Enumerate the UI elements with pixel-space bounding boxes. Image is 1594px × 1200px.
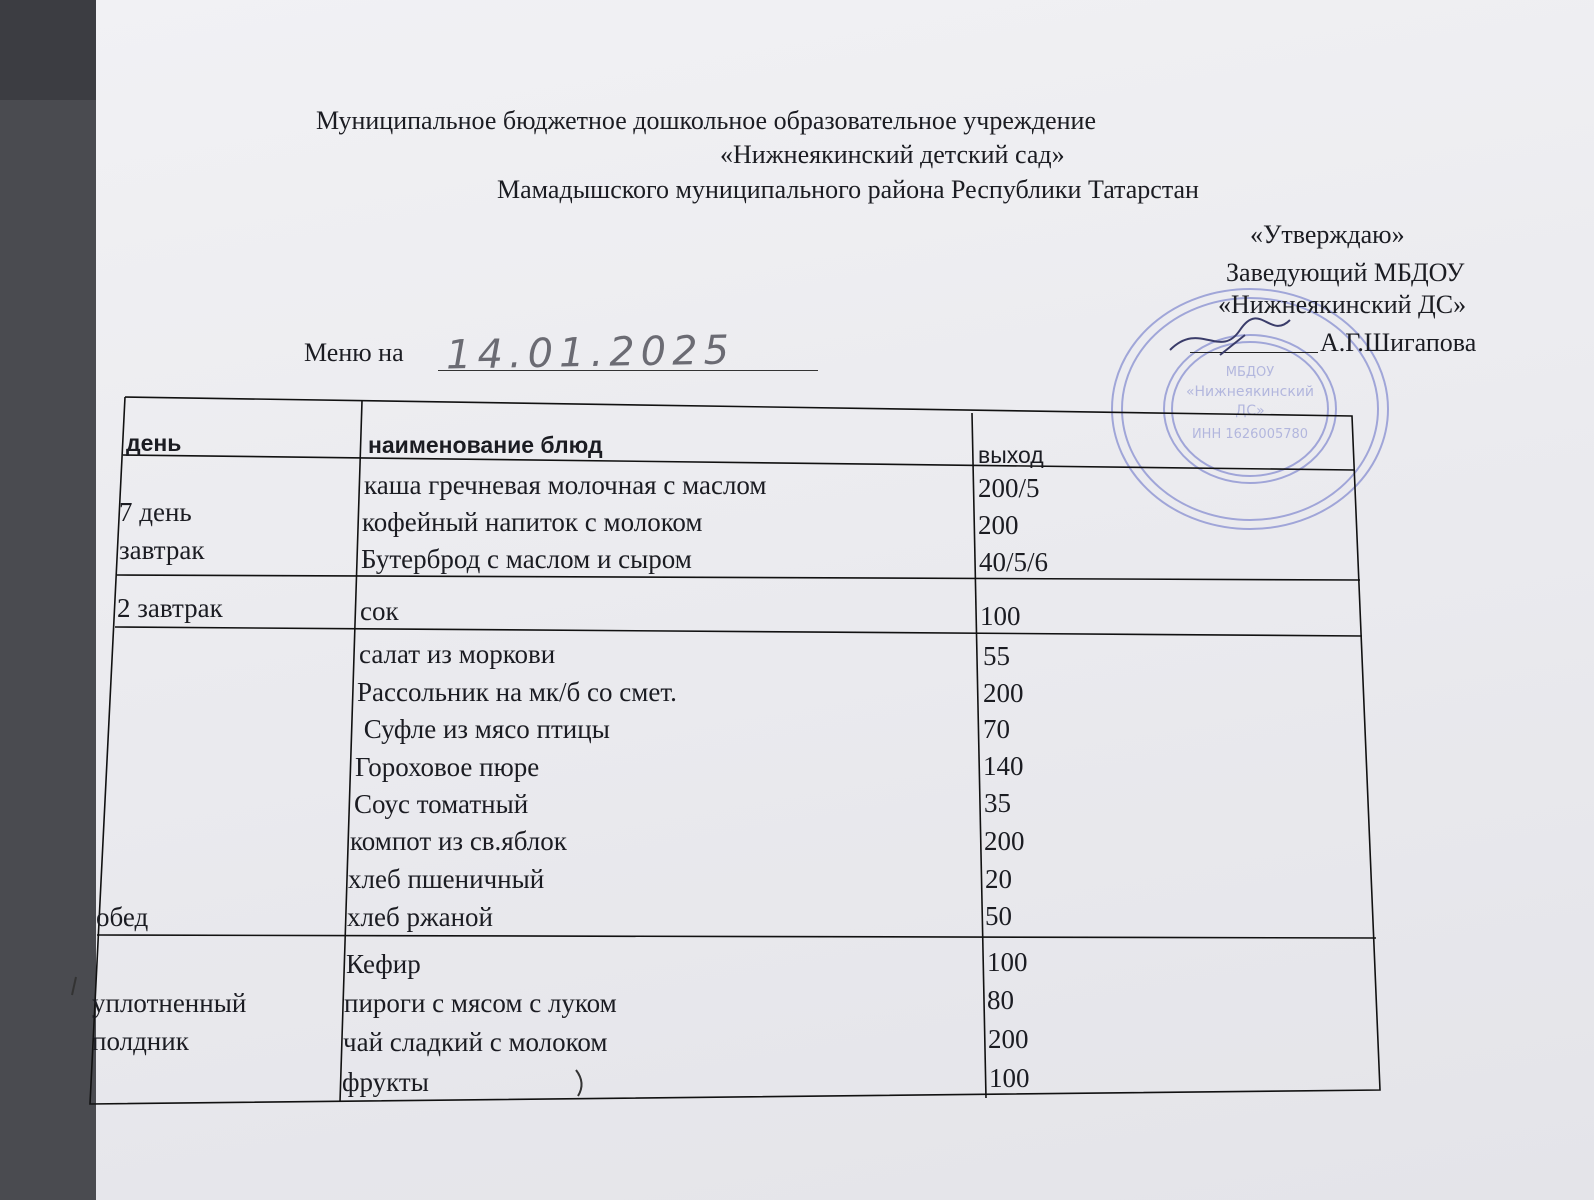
dish-name: фрукты [342,1067,429,1097]
meal-name: уплотненный [92,988,247,1018]
dish-name: каша гречневая молочная с маслом [364,470,767,500]
header-yield: выход [978,442,1044,468]
svg-text:«Нижнеякинский: «Нижнеякинский [1185,384,1315,400]
dish-yield: 40/5/6 [979,547,1049,577]
dish-name: Бутерброд с маслом и сыром [361,544,692,574]
approver-name: А.Г.Шигапова [1320,328,1477,357]
dish-name: компот из св.яблок [350,826,567,856]
dish-yield: 50 [985,901,1012,931]
dish-name: хлеб пшеничный [348,864,545,894]
approval-position: Заведующий МБДОУ [1226,258,1465,287]
menu-date-handwritten: 14.01.2025 [445,327,736,379]
dish-name: кофейный напиток с молоком [362,507,703,537]
dish-yield: 100 [989,1063,1030,1093]
dish-name: Гороховое пюре [355,752,540,782]
svg-text:МБДОУ: МБДОУ [1225,365,1275,380]
svg-text:ДС»: ДС» [1235,403,1265,419]
dish-yield: 200 [984,826,1025,856]
dish-yield: 35 [984,788,1011,818]
meal-name: 7 день [119,497,192,527]
meal-name: полдник [92,1026,189,1056]
dish-name: салат из моркови [359,639,556,669]
dish-name: пироги с мясом с луком [344,988,617,1018]
header-day: день [126,430,182,456]
dish-name: Соус томатный [354,789,529,819]
handwritten-signature [1160,300,1300,380]
header-dish-name: наименование блюд [368,432,603,458]
date-underline [438,370,818,371]
dish-yield: 20 [985,864,1012,894]
pen-mark [572,1068,588,1098]
dish-name: Кефир [346,949,421,979]
approval-organization: «Нижнеякинский ДС» [1218,290,1467,319]
institution-name-line3: Мамадышского муниципального района Республики Татарстан [497,175,1199,204]
approval-title: «Утверждаю» [1250,220,1405,249]
dish-yield: 100 [987,947,1028,977]
background-edge [0,0,96,100]
dish-yield: 200 [978,510,1019,540]
meal-name: завтрак [119,535,205,565]
dish-name: хлеб ржаной [347,902,493,932]
dish-yield: 200 [983,678,1024,708]
dish-name: Рассольник на мк/б со смет. [357,677,677,707]
dish-yield: 55 [983,641,1010,671]
dish-name: сок [360,596,399,626]
dish-yield: 100 [980,601,1021,631]
institution-name-line1: Муниципальное бюджетное дошкольное образовательное учреждение [316,106,1096,135]
dish-name: Суфле из мясо птицы [357,714,610,744]
pen-mark [68,975,80,997]
svg-text:ИНН 1626005780: ИНН 1626005780 [1191,427,1309,442]
menu-label: Меню на [304,338,404,367]
meal-name: 2 завтрак [117,593,223,623]
meal-name: обед [96,902,149,932]
dish-yield: 140 [983,751,1024,781]
dish-yield: 70 [983,714,1010,744]
institution-name-line2: «Нижнеякинский детский сад» [720,140,1065,169]
dish-yield: 200/5 [978,473,1040,503]
dish-name: чай сладкий с молоком [343,1027,608,1057]
dish-yield: 80 [987,985,1014,1015]
dish-yield: 200 [988,1024,1029,1054]
